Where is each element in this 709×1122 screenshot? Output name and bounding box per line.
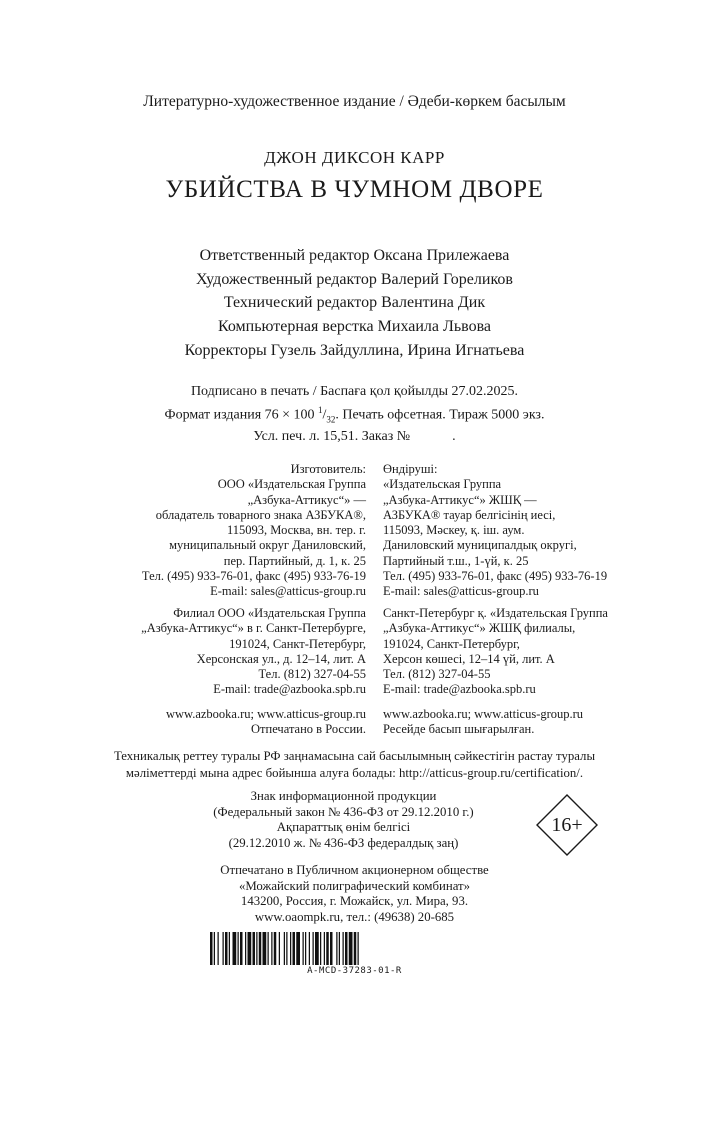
barcode-bar [345, 932, 348, 965]
barcode-bar [293, 932, 296, 965]
barcode-bar [349, 932, 353, 965]
branch-kz: Санкт-Петербург қ. «Издательская Группа „Азбука-Аттикус“» ЖШҚ филиалы, 191024, Санкт-Петербург, Херсон көшесі, 12–14 үй, лит. А Тел. (812) 327-04-55 E-mail: trade@azbooka.spb.ru [383, 606, 608, 697]
barcode-bar [309, 932, 310, 965]
barcode-bar [343, 932, 344, 965]
barcode-bar [218, 932, 219, 965]
barcode-bar [214, 932, 215, 965]
barcode-bar [248, 932, 252, 965]
barcode-code: A-MCD-37283-01-R [307, 966, 402, 976]
order-line: Усл. печ. л. 15,51. Заказ № . [253, 429, 456, 445]
barcode-bar [268, 932, 269, 965]
credit-line: Корректоры Гузель Зайдуллина, Ирина Игнатьева [184, 341, 525, 359]
barcode-bar [240, 932, 243, 965]
barcode-bar [358, 932, 359, 965]
barcode-bar [225, 932, 228, 965]
barcode-bar [245, 932, 246, 965]
barcode-bar [259, 932, 262, 965]
barcode-bar [274, 932, 277, 965]
tech-regulation-note: Техникалық реттеу туралы РФ заңнамасына сай басылымның сәйкестігін растау туралы мәліметтерді мына адрес бойынша алуға болады: http://atticus-group.ru/certification/. [113, 749, 596, 780]
barcode-bar [354, 932, 357, 965]
barcode-bar [279, 932, 280, 965]
branch-ru: Филиал ООО «Издательская Группа „Азбука-Аттикус“» в г. Санкт-Петербурге, 191024, Санкт-Петербург, Херсонская ул., д. 12–14, лит. А Тел. (812) 327-04-55 E-mail: trade@azbooka.spb.ru [141, 606, 366, 697]
manufacturer-kz: Өндіруші: «Издательская Группа „Азбука-Аттикус“» ЖШҚ — АЗБУКА® тауар белгісінің иесі, 115093, Мәскеу, қ. іш. аум. Даниловский муниципалдық округі, Партийный т.ш., 1-үй, к. 25 Тел. (495) 933-76-01, факс (495) 933-76-19 E-mail: sales@atticus-group.ru [383, 462, 608, 599]
barcode-bar [229, 932, 230, 965]
manufacturer-ru: Изготовитель: ООО «Издательская Группа „Азбука-Аттикус“» — обладатель товарного знака АЗБУКА®, 115093, Москва, вн. тер. г. муниципальный округ Даниловский, пер. Партийный, д. 1, к. 25 Тел. (495) 933-76-01, факс (495) 933-76-19 E-mail: sales@atticus-group.ru [141, 462, 366, 599]
signed-to-print: Подписано в печать / Баспаға қол қойылды 27.02.2025. [190, 384, 519, 399]
barcode-bar [296, 932, 300, 965]
barcode-bar [339, 932, 340, 965]
age-rating-label: 16+ [551, 814, 583, 836]
web-ru: www.azbooka.ru; www.atticus-group.ru Отпечатано в России. [165, 707, 366, 737]
info-product-sign: Знак информационной продукции (Федеральный закон № 436-ФЗ от 29.12.2010 г.) Ақпараттық өнім белгісі (29.12.2010 ж. № 436-ФЗ федералдық заң) [213, 789, 474, 850]
barcode-bar [238, 932, 239, 965]
age-rating-badge [536, 794, 598, 856]
barcode-bar [305, 932, 306, 965]
credit-line: Компьютерная верстка Михаила Львова [217, 318, 492, 336]
barcode-bar [256, 932, 257, 965]
author-name: ДЖОН ДИКСОН КАРР [264, 148, 445, 167]
editorial-credits [0, 244, 709, 363]
printer-info: Отпечатано в Публичном акционерном обществе «Можайский полиграфический комбинат» 143200, Россия, г. Можайск, ул. Мира, 93. www.oaompk.ru, тел.: (49638) 20-685 [220, 863, 489, 924]
barcode-bar [330, 932, 333, 965]
credit-line: Ответственный редактор Оксана Прилежаева [199, 247, 510, 264]
barcode-bar [271, 932, 272, 965]
barcode-bar [253, 932, 256, 965]
edition-type: Литературно-художественное издание / Әдеби-көркем басылым [143, 93, 566, 110]
credit-line: Художественный редактор Валерий Гореликов [196, 270, 513, 288]
web-kz: www.azbooka.ru; www.atticus-group.ru Ресейде басып шығарылған. [383, 707, 584, 737]
barcode-bar [315, 932, 319, 965]
barcode [210, 932, 500, 965]
barcode-bar [313, 932, 314, 965]
barcode-bar [324, 932, 325, 965]
barcode-bar [223, 932, 224, 965]
barcode-bar [290, 932, 291, 965]
barcode-bar [210, 932, 213, 965]
print-details [0, 383, 709, 446]
credit-line: Технический редактор Валентина Дик [223, 294, 486, 312]
barcode-bar [320, 932, 321, 965]
barcode-bar [286, 932, 287, 965]
barcode-bar [336, 932, 337, 965]
barcode-bar [284, 932, 285, 965]
barcode-bar [303, 932, 304, 965]
barcode-bar [326, 932, 329, 965]
barcode-bar [233, 932, 237, 965]
format-line: Формат издания 76 × 100 $^1/_{32}$. Печать офсетная. Тираж 5000 экз. [164, 405, 545, 425]
barcode-bar [263, 932, 267, 965]
book-title: УБИЙСТВА В ЧУМНОМ ДВОРЕ [165, 176, 544, 203]
